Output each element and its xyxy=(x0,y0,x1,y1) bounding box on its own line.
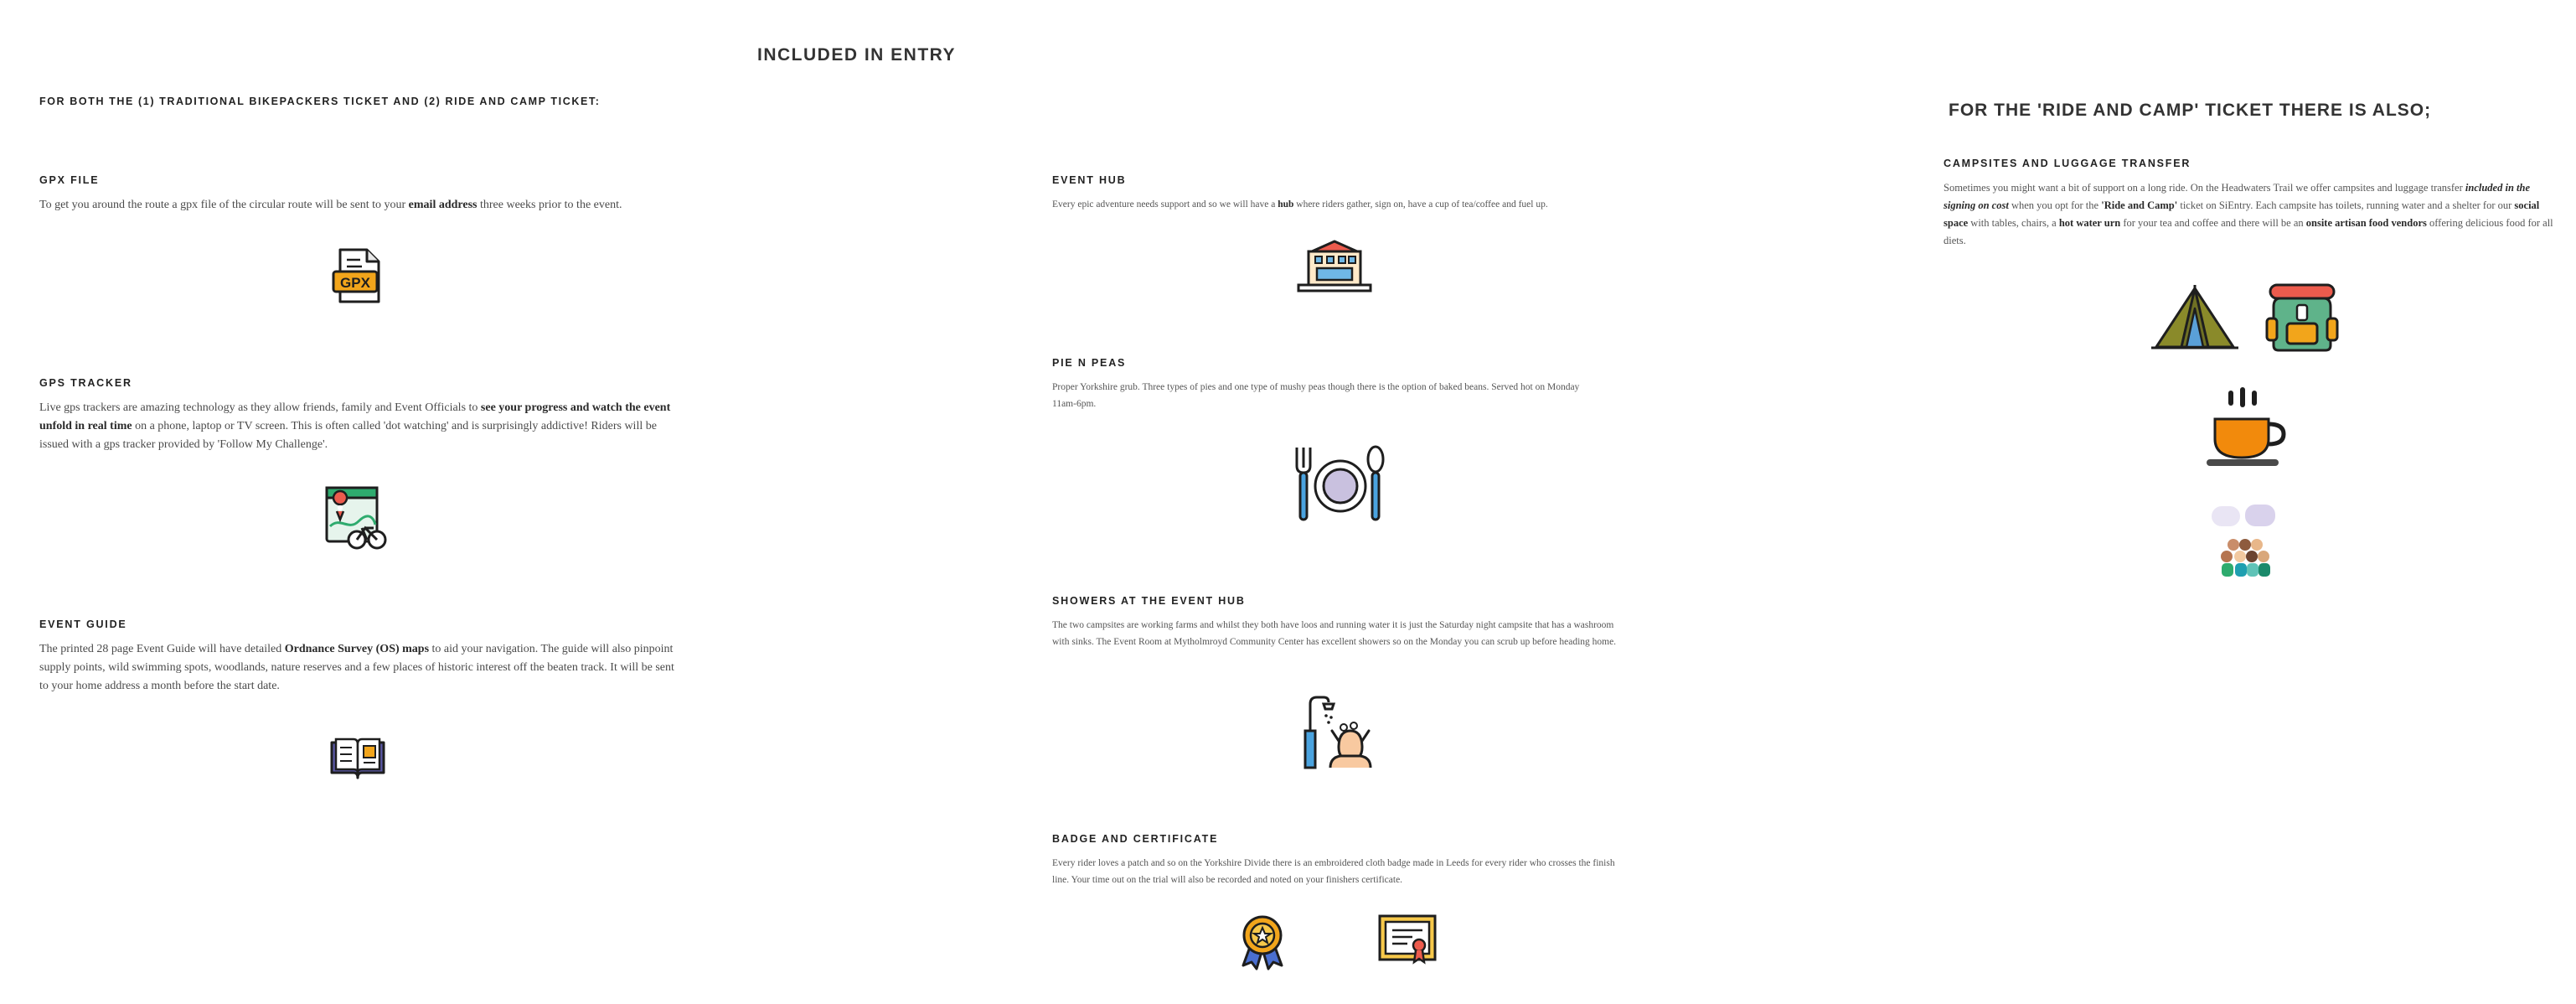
tent-icon xyxy=(2151,283,2238,355)
section-text: To get you around the route a gpx file of the circular route will be sent to your email address three weeks prior to the event. xyxy=(39,199,622,211)
ride-and-camp-title: FOR THE 'RIDE AND CAMP' TICKET THERE IS ALSO; xyxy=(1949,101,2432,120)
certificate-icon xyxy=(1377,913,1438,970)
shower-icon xyxy=(1295,694,1371,774)
section-heading: PIE N PEAS xyxy=(1052,357,1127,369)
coffee-cup-icon xyxy=(2208,386,2289,477)
section-heading: EVENT HUB xyxy=(1052,174,1127,186)
section-pie-n-peas xyxy=(1052,357,1605,412)
section-event-guide xyxy=(39,618,678,696)
section-text: Live gps trackers are amazing technology as they allow friends, family and Event Officials to see your progress and watch the event unfold in real time on a phone, laptop or TV screen. This is often called 'dot watching' and is surprisingly addictive! Riders will be issued with a gps tracker provided by 'Follow My Challenge'. xyxy=(39,401,671,451)
section-heading: EVENT GUIDE xyxy=(39,618,127,630)
section-heading: GPS TRACKER xyxy=(39,377,132,389)
intro-text: FOR BOTH THE (1) TRADITIONAL BIKEPACKERS TICKET AND (2) RIDE AND CAMP TICKET: xyxy=(39,96,601,107)
section-text: The two campsites are working farms and whilst they both have loos and running water it is just the Saturday night campsite that has a washroom with sinks. The Event Room at Mytholmroyd Community Center has excellent showers so on the Monday you can scrub up before heading home. xyxy=(1052,620,1617,647)
building-icon xyxy=(1297,240,1372,298)
section-gpx xyxy=(39,174,676,215)
section-heading: SHOWERS AT THE EVENT HUB xyxy=(1052,595,1246,607)
section-campsites-luggage xyxy=(1944,158,2576,250)
section-heading: BADGE AND CERTIFICATE xyxy=(1052,833,1219,845)
svg-text:GPX: GPX xyxy=(340,275,370,291)
section-text: Every rider loves a patch and so on the Yorkshire Divide there is an embroidered cloth badge made in Leeds for every rider who crosses the finish line. Your time out on the trial will also be recorded and noted on your finishers certificate. xyxy=(1052,858,1615,885)
map-bike-icon xyxy=(323,484,387,556)
backpack-icon xyxy=(2262,282,2342,356)
section-heading: CAMPSITES AND LUGGAGE TRANSFER xyxy=(1944,158,2191,169)
section-badge-certificate xyxy=(1052,833,1622,888)
section-gps-tracker xyxy=(39,377,678,454)
gpx-file-icon xyxy=(328,246,387,309)
book-icon xyxy=(328,734,387,785)
section-text: Sometimes you might want a bit of support on a long ride. On the Headwaters Trail we offer campsites and luggage transfer included in the signing on cost when you opt for the 'Ride and Camp' ticket on SiEntry. Each campsite has toilets, running water and a shelter for our social space with tables, chairs, a hot water urn for your tea and coffee and there will be an onsite artisan food vendors offering delicious food for all diets. xyxy=(1944,182,2553,246)
section-event-hub xyxy=(1052,174,1622,213)
section-heading: GPX FILE xyxy=(39,174,100,186)
section-text: Every epic adventure needs support and so we will have a hub where riders gather, sign on, have a cup of tea/coffee and fuel up. xyxy=(1052,199,1548,210)
people-chat-icon xyxy=(2208,501,2282,589)
section-text: Proper Yorkshire grub. Three types of pies and one type of mushy peas though there is the option of baked beans. Served hot on Monday 11am-6pm. xyxy=(1052,382,1580,409)
section-text: The printed 28 page Event Guide will have detailed Ordnance Survey (OS) maps to aid your navigation. The guide will also pinpoint supply points, wild swimming spots, woodlands, nature reserves and a few places of historic interest off the beaten track. It will be sent to your home address a month before the start date. xyxy=(39,643,674,692)
section-showers xyxy=(1052,595,1620,650)
medal-icon xyxy=(1236,913,1288,973)
plate-cutlery-icon xyxy=(1290,444,1389,529)
page-title: INCLUDED IN ENTRY xyxy=(757,45,957,65)
